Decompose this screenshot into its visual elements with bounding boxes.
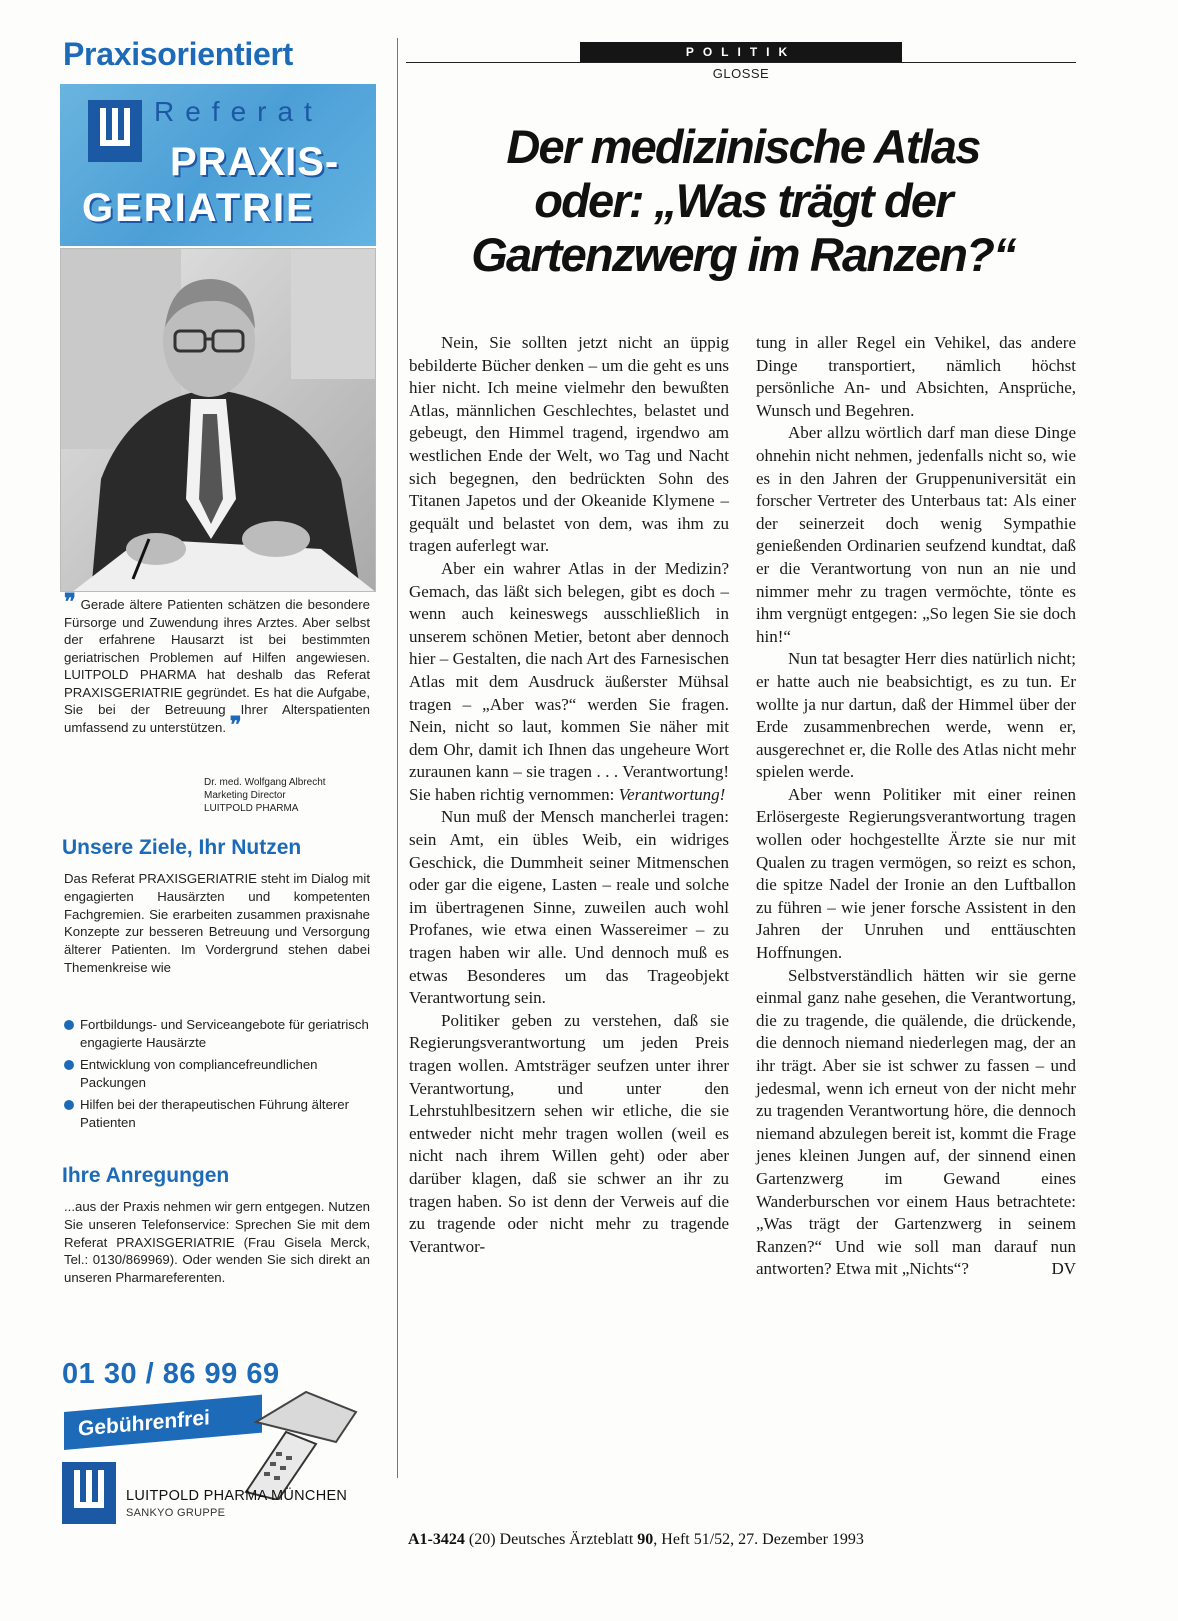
volume-number: 90	[637, 1531, 654, 1548]
paragraph: Aber allzu wörtlich darf man diese Dinge ohnehin nicht nehmen, jedenfalls nicht so, wie es in den Jahren der Gruppenuniversität ein forscher Vertreter des Unterbaus tat: Als einer der seinerzeit doch wenig Sympathie genießenden Ordinarien seufzend kundtat, daß er die Verantwortung von nun an nie und nimmer mehr zu tragen vermöchte, tönte es ihm vergnügt entgegen: „So legen Sie sie doch hin!“	[756, 423, 1076, 646]
close-quote-icon: ❞	[229, 711, 242, 737]
footer-text: (20) Deutsches Ärzteblatt	[468, 1531, 634, 1548]
logo-referat-text: Referat	[154, 96, 323, 127]
section-title-goals: Unsere Ziele, Ihr Nutzen	[62, 836, 302, 859]
paragraph-text: Aber ein wahrer Atlas in der Medizin? Gemach, das läßt sich belegen, gibt es doch – wenn auch keineswegs ausschließlich in unserem schönen Metier, betont aber dennoch hier – Gestalten, die nach Art des Farnesischen Atlas mit dem Ausdruck äußerster Mühsal tragen – „Aber was?“ werden Sie fragen. Nein, nicht so laut, kommen Sie näher mit dem Ohr, damit ich Ihnen das ungeheure Wort zuraunen kann – sie tragen . . . Verantwortung! Sie haben richtig vernommen:	[409, 558, 729, 804]
kicker: GLOSSE	[712, 66, 770, 81]
company-name: LUITPOLD PHARMA MÜNCHEN	[126, 1488, 348, 1504]
paragraph	[756, 965, 1076, 1281]
telephone-icon	[236, 1382, 366, 1500]
paragraph: Nun muß der Mensch mancherlei tragen: sein Amt, ein übles Weib, ein widriges Geschick, die Dummheit seiner Mitmenschen oder gar die eigene, Lasten – reale und solche im übertragenen Sinne, zuweilen auch wohl Profanes, wie etwa einen Wassereimer – zu tragen haben wir alle. Und dennoch muß es etwas Besonderes um das Trageobjekt Verantwortung sein.	[409, 807, 729, 1008]
company-group: SANKYO GRUPPE	[126, 1507, 226, 1519]
headline-line: oder: „Was trägt der	[534, 174, 952, 227]
top-rule	[406, 62, 1076, 63]
section-label: POLITIK	[580, 42, 902, 62]
open-quote-icon: ❞	[64, 589, 76, 614]
goals-list	[64, 1016, 370, 1136]
logo-geriatrie-text: GERIATRIE	[82, 186, 315, 230]
article-column-1	[409, 332, 729, 1258]
paragraph: Politiker geben zu verstehen, daß sie Regierungsverantwortung um jeden Preis tragen wollen. Amtsträger seufzen unter ihrer Verantwortung, und unter den Lehrstuhlbesitzern sehen wir etliche, die sie entweder nicht mehr tragen wollen (weil es nicht nach ihrem Willen geht) oder aber darüber klagen, daß sie schwer an ihr zu tragen haben. So ist denn der Verweis auf die zu tragende oder nicht mehr zu tragende Verantwor-	[409, 1010, 729, 1256]
list-item: Fortbildungs- und Serviceangebote für geriatrisch engagierte Hausärzte	[64, 1016, 370, 1051]
portrait-illustration	[61, 249, 376, 592]
phone-number[interactable]: 01 30 / 86 99 69	[62, 1358, 280, 1390]
signature-role: Marketing Director	[204, 790, 286, 801]
paragraph: Nein, Sie sollten jetzt nicht an üppig bebilderte Bücher denken – um die geht es uns hier nicht. Ich meine vielmehr den bewußten Atlas, männlichen Geschlechtes, belastet und gebeugt, den Himmel tragend, irgendwo am westlichen Ende der Welt, wo Tag und Nacht sich begegnen, den bedrückten Sohn des Titanen Japetos und der Okeanide Klymene – gequält und belastet von dem, was ihm zu tragen auferlegt war.	[409, 333, 729, 556]
signature-name: Dr. med. Wolfgang Albrecht	[204, 777, 326, 788]
section-text-suggestions: ...aus der Praxis nehmen wir gern entgegen. Nutzen Sie unseren Telefonservice: Sprechen Sie mit dem Referat PRAXISGERIATRIE (Frau Gisela Merck, Tel.: 0130/869969). Oder wenden Sie sich direkt an unseren Pharmareferenten.	[64, 1199, 370, 1286]
referat-logo	[60, 84, 376, 246]
paragraph: Nun tat besagter Herr dies natürlich nicht; er hatte auch nie beabsichtigt, es zu tun. Er wollte ja nur dartun, daß der Himmel über der Erde zusammenbrechen werde, wenn er, ausgerechnet er, die Rolle des Atlas nicht mehr spielen werde.	[756, 649, 1076, 782]
footer-issue: , Heft 51/52, 27. Dezember 1993	[653, 1531, 864, 1548]
signature-block	[204, 776, 326, 815]
article-headline	[408, 120, 1078, 282]
list-item: Hilfen bei der therapeutischen Führung älterer Patienten	[64, 1096, 370, 1131]
paragraph-text: Selbstverständlich hätten wir sie gerne einmal ganz nahe gesehen, die Verantwortung, die zu tragende, die quälende, die drückende, die dennoch niemand niederlegen mag, der an ihr trägt. Aber sie ist schwer zu fassen – und jedesmal, wenn ich erneut von der nicht mehr zu tragenden Verantwortung höre, die dennoch niemand abzulegen bereit ist, kommt die Frage jenes kleinen Jungen auf, der sinnend einen Gartenzwerg im Gewand eines Wanderburschen vor einem Haus betrachtete: „Was trägt der Gartenzwerg in seinem Ranzen?“ Und wie soll man darauf nun antworten? Etwa mit „Nichts“?	[756, 965, 1076, 1279]
page-code: A1-3424	[408, 1531, 465, 1548]
luitpold-logo-icon	[88, 100, 142, 162]
advertisement	[58, 30, 378, 1590]
section-text-goals: Das Referat PRAXISGERIATRIE steht im Dialog mit engagierten Hausärzten und kompetenten Fachgremien. Sie erarbeiten zusammen praxisnahe Konzepte zur besseren Betreuung und Versorgung älterer Patienten. Im Vordergrund stehen dabei Themenkreise wie	[64, 871, 370, 975]
page-footer	[408, 1531, 864, 1549]
free-call-banner: Gebührenfrei	[64, 1395, 262, 1450]
ad-headline: Praxisorientiert	[63, 36, 293, 72]
paragraph	[409, 558, 729, 807]
paragraph: Aber wenn Politiker mit einer reinen Erlösergeste Regierungsverantwortung tragen wollen oder hochgestellte Ärzte sie nur mit Qualen zu tragen vermögen, so reizt es schon, die spitze Nadel der Ironie an den Luftballon zu führen – wie jener forsche Assistent in den Jahren der Unruhen und enttäuschten Hoffnungen.	[756, 784, 1076, 963]
author-initials: DV	[1051, 1259, 1076, 1279]
logo-praxis-text: PRAXIS-	[170, 140, 340, 184]
signature-company: LUITPOLD PHARMA	[204, 803, 299, 814]
portrait-photo	[60, 248, 376, 592]
column-divider	[397, 38, 398, 1478]
quote-text: Gerade ältere Patienten schätzen die besondere Fürsorge und Zuwendung ihres Arztes. Aber selbst der erfahrene Hausarzt ist bei bestimmten geriatrischen Problemen auf Hilfen angewiesen. LUITPOLD PHARMA hat deshalb das Referat PRAXISGERIATRIE gegründet. Es hat die Aufgabe, Sie bei der Betreuung Ihrer Alterspatienten umfassend zu unterstützen.	[64, 597, 370, 735]
article-column-2	[756, 332, 1076, 1281]
emphasis: Verantwortung!	[618, 784, 726, 804]
luitpold-footer-logo-icon	[62, 1462, 116, 1524]
list-item: Entwicklung von compliancefreundlichen Packungen	[64, 1056, 370, 1091]
headline-line: Gartenzwerg im Ranzen?“	[471, 228, 1015, 281]
section-title-suggestions: Ihre Anregungen	[62, 1164, 230, 1187]
ad-quote	[64, 589, 370, 737]
paragraph: tung in aller Regel ein Vehikel, das andere Dinge transportiert, nämlich höchst persönliche An- und Absichten, Ansprüche, Wunsch und Begehren.	[756, 333, 1076, 420]
headline-line: Der medizinische Atlas	[506, 120, 980, 173]
